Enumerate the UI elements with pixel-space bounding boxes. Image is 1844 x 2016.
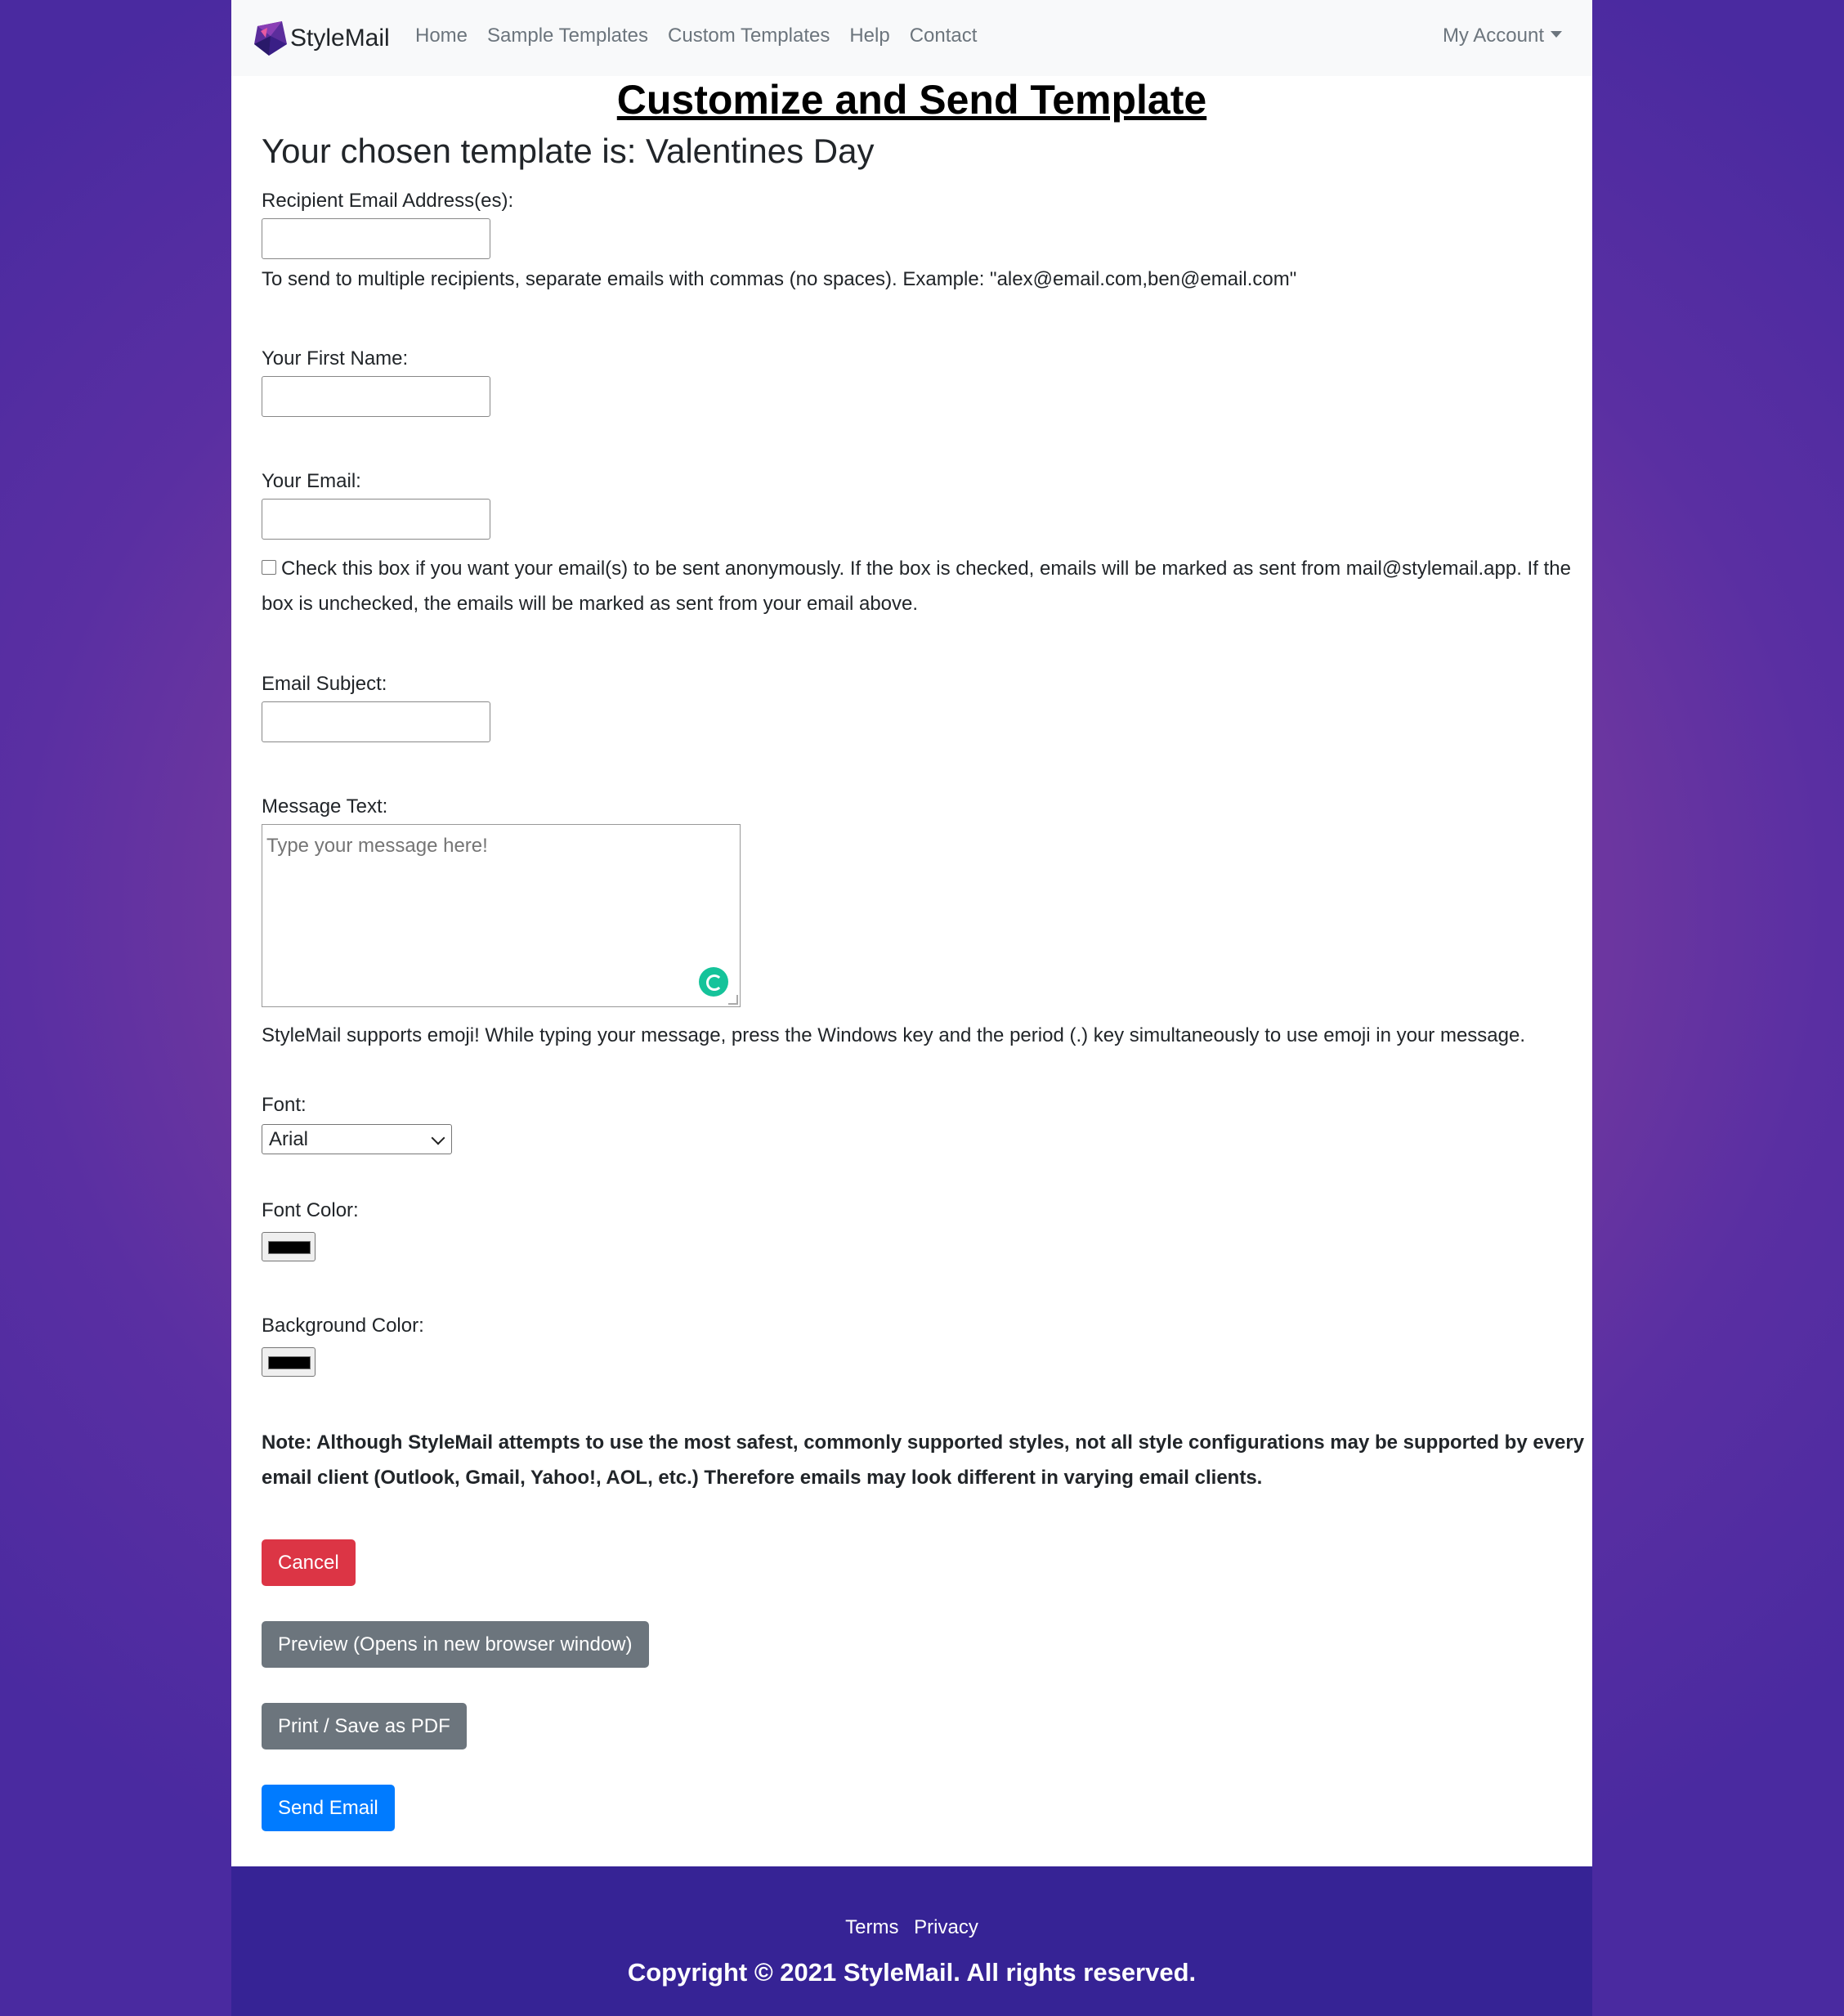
anonymous-checkbox[interactable] — [262, 560, 276, 575]
font-select[interactable] — [262, 1124, 452, 1154]
bg-color-swatch — [268, 1356, 311, 1369]
grammarly-icon[interactable] — [699, 967, 728, 997]
main-content — [231, 76, 1592, 1866]
anonymous-option — [262, 551, 1586, 621]
nav-contact[interactable]: Contact — [909, 25, 978, 47]
emoji-help-text: StyleMail supports emoji! While typing your message, press the Windows key and the period (.) key simultaneously to use emoji in your message. — [262, 1024, 1526, 1046]
template-heading: Your chosen template is: Valentines Day — [262, 132, 875, 170]
caret-down-icon — [1551, 31, 1562, 38]
terms-link[interactable]: Terms — [845, 1916, 899, 1938]
recipient-input[interactable] — [262, 218, 490, 259]
stylemail-logo-icon — [253, 20, 289, 57]
bg-color-picker[interactable] — [262, 1347, 316, 1377]
page-container — [231, 0, 1592, 2016]
nav-home[interactable]: Home — [415, 25, 468, 47]
copyright: Copyright © 2021 StyleMail. All rights reserved. — [627, 1958, 1197, 1987]
recipient-help-text: To send to multiple recipients, separate emails with commas (no spaces). Example: "alex@email.com,ben@email.com" — [262, 268, 1297, 290]
nav-help[interactable]: Help — [849, 25, 890, 47]
navbar — [231, 0, 1592, 76]
privacy-link[interactable]: Privacy — [914, 1916, 978, 1938]
font-label: Font: — [262, 1094, 307, 1116]
chevron-down-icon — [432, 1131, 445, 1145]
footer-links — [231, 1916, 1592, 1939]
font-color-swatch — [268, 1241, 311, 1254]
my-account-label: My Account — [1442, 25, 1544, 47]
your-email-label: Your Email: — [262, 470, 361, 492]
my-account-dropdown[interactable] — [1443, 25, 1562, 47]
preview-button[interactable]: Preview (Opens in new browser window) — [262, 1621, 649, 1668]
bg-color-label: Background Color: — [262, 1315, 424, 1337]
brand[interactable] — [253, 20, 390, 57]
font-select-value: Arial — [269, 1128, 309, 1150]
cancel-button[interactable]: Cancel — [262, 1539, 356, 1586]
first-name-input[interactable] — [262, 376, 490, 417]
nav-links — [415, 25, 996, 47]
font-color-picker[interactable] — [262, 1232, 316, 1261]
compatibility-note: Note: Although StyleMail attempts to use the most safest, commonly supported styles, not all style configurations may be supported by every email client (Outlook, Gmail, Yahoo!, AOL, etc.) Therefore emails may look different in varying email clients. — [262, 1431, 1585, 1489]
recipient-label: Recipient Email Address(es): — [262, 190, 514, 212]
nav-sample-templates[interactable]: Sample Templates — [487, 25, 649, 47]
nav-custom-templates[interactable]: Custom Templates — [668, 25, 830, 47]
message-label: Message Text: — [262, 795, 388, 818]
first-name-label: Your First Name: — [262, 347, 409, 370]
message-placeholder: Type your message here! — [266, 835, 488, 857]
page-title: Customize and Send Template — [616, 77, 1207, 123]
brand-name: StyleMail — [290, 25, 390, 52]
footer — [231, 1866, 1592, 2016]
your-email-input[interactable] — [262, 499, 490, 540]
resize-handle-icon[interactable] — [728, 995, 738, 1005]
message-textarea[interactable] — [262, 824, 741, 1007]
font-color-label: Font Color: — [262, 1199, 359, 1221]
print-pdf-button[interactable]: Print / Save as PDF — [262, 1703, 467, 1749]
anonymous-label: Check this box if you want your email(s) to be sent anonymously. If the box is checked, emails will be marked as sent from mail@stylemail.app. If the box is unchecked, the emails will be marked as sent from your email above. — [262, 558, 1571, 615]
subject-input[interactable] — [262, 701, 490, 742]
subject-label: Email Subject: — [262, 673, 387, 695]
send-email-button[interactable]: Send Email — [262, 1785, 395, 1831]
